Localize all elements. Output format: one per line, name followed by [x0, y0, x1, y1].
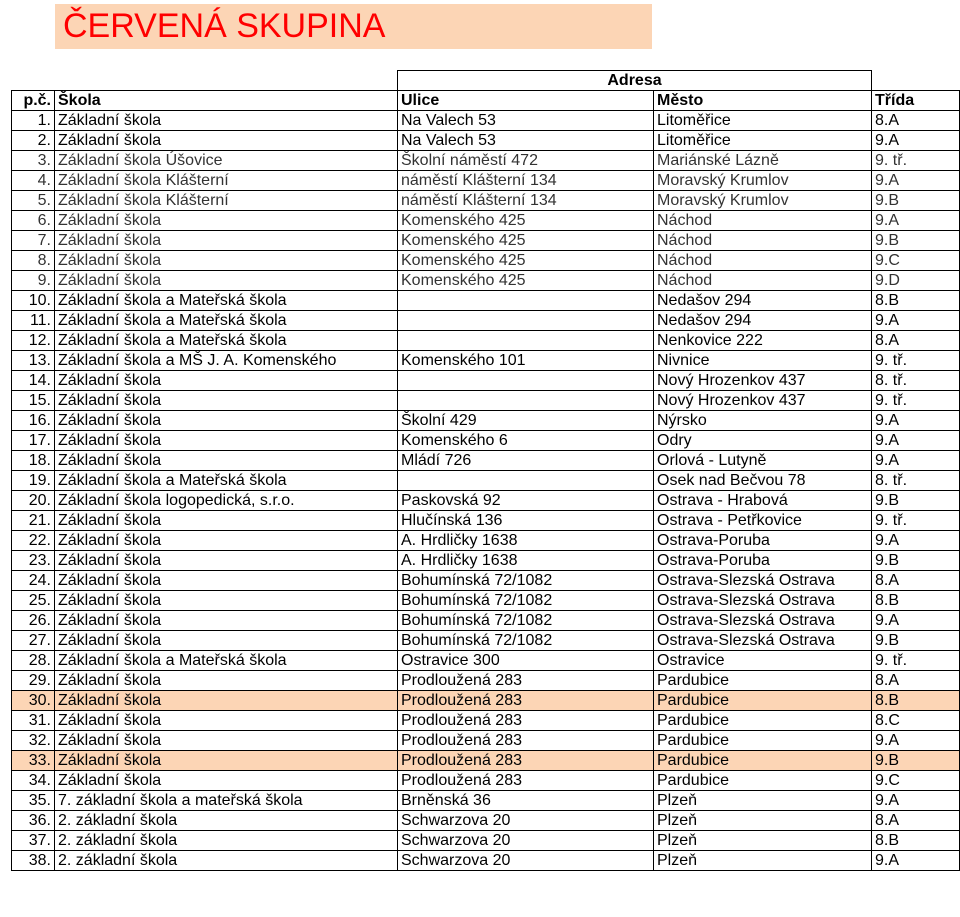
cell-class: 9.B: [872, 631, 960, 651]
table-row: [12, 351, 960, 371]
schools-table: [11, 90, 960, 871]
cell-class: 9.B: [872, 191, 960, 211]
cell-city: Ostrava-Poruba: [654, 531, 872, 551]
cell-school: Základní škola: [55, 671, 398, 691]
cell-school: Základní škola logopedická, s.r.o.: [55, 491, 398, 511]
cell-street: Bohumínská 72/1082: [398, 571, 654, 591]
cell-class: 8.B: [872, 831, 960, 851]
table-row: [12, 311, 960, 331]
cell-class: 8.A: [872, 331, 960, 351]
cell-street: Paskovská 92: [398, 491, 654, 511]
cell-school: Základní škola: [55, 591, 398, 611]
cell-number: 32.: [12, 731, 55, 751]
cell-number: 7.: [12, 231, 55, 251]
cell-street: Prodloužená 283: [398, 751, 654, 771]
cell-number: 13.: [12, 351, 55, 371]
cell-city: Plzeň: [654, 791, 872, 811]
cell-number: 4.: [12, 171, 55, 191]
cell-street: Bohumínská 72/1082: [398, 611, 654, 631]
table-row: [12, 331, 960, 351]
cell-school: Základní škola: [55, 551, 398, 571]
cell-class: 8.B: [872, 591, 960, 611]
cell-school: Základní škola: [55, 271, 398, 291]
table-row: [12, 711, 960, 731]
cell-number: 8.: [12, 251, 55, 271]
cell-school: Základní škola a MŠ J. A. Komenského: [55, 351, 398, 371]
cell-class: 9. tř.: [872, 351, 960, 371]
cell-street: A. Hrdličky 1638: [398, 551, 654, 571]
table-row: [12, 771, 960, 791]
cell-number: 5.: [12, 191, 55, 211]
cell-class: 8.A: [872, 671, 960, 691]
address-group-label: Adresa: [607, 72, 662, 89]
cell-school: Základní škola: [55, 711, 398, 731]
table-row: [12, 691, 960, 711]
table-row: [12, 591, 960, 611]
cell-number: 38.: [12, 851, 55, 871]
table-row: [12, 851, 960, 871]
cell-number: 16.: [12, 411, 55, 431]
cell-number: 31.: [12, 711, 55, 731]
cell-city: Ostravice: [654, 651, 872, 671]
cell-school: Základní škola: [55, 691, 398, 711]
cell-number: 11.: [12, 311, 55, 331]
cell-class: 8. tř.: [872, 471, 960, 491]
table-row: [12, 511, 960, 531]
table-row: [12, 291, 960, 311]
cell-city: Náchod: [654, 271, 872, 291]
cell-street: Školní 429: [398, 411, 654, 431]
cell-class: 8.A: [872, 111, 960, 131]
cell-class: 9.C: [872, 771, 960, 791]
cell-class: 9.A: [872, 431, 960, 451]
cell-city: Pardubice: [654, 671, 872, 691]
cell-number: 30.: [12, 691, 55, 711]
table-row: [12, 751, 960, 771]
table-row: [12, 231, 960, 251]
cell-class: 9.B: [872, 751, 960, 771]
cell-street: [398, 391, 654, 411]
address-group-header: [397, 70, 872, 90]
table-body: [12, 111, 960, 871]
cell-city: Náchod: [654, 251, 872, 271]
cell-street: Komenského 425: [398, 251, 654, 271]
cell-class: 9. tř.: [872, 511, 960, 531]
cell-school: Základní škola: [55, 251, 398, 271]
table-row: [12, 791, 960, 811]
title-banner: [55, 4, 652, 49]
cell-class: 8.B: [872, 291, 960, 311]
cell-street: Hlučínská 136: [398, 511, 654, 531]
cell-street: Komenského 101: [398, 351, 654, 371]
cell-street: Na Valech 53: [398, 111, 654, 131]
cell-street: Mládí 726: [398, 451, 654, 471]
cell-class: 8.A: [872, 571, 960, 591]
cell-number: 1.: [12, 111, 55, 131]
cell-school: 7. základní škola a mateřská škola: [55, 791, 398, 811]
cell-city: Litoměřice: [654, 111, 872, 131]
table-row: [12, 171, 960, 191]
cell-school: Základní škola a Mateřská škola: [55, 471, 398, 491]
cell-number: 24.: [12, 571, 55, 591]
table-row: [12, 251, 960, 271]
cell-number: 35.: [12, 791, 55, 811]
cell-street: [398, 291, 654, 311]
cell-city: Plzeň: [654, 851, 872, 871]
cell-number: 3.: [12, 151, 55, 171]
cell-school: Základní škola: [55, 771, 398, 791]
table-row: [12, 411, 960, 431]
table-row: [12, 191, 960, 211]
cell-number: 34.: [12, 771, 55, 791]
table-row: [12, 111, 960, 131]
cell-street: Prodloužená 283: [398, 771, 654, 791]
cell-number: 26.: [12, 611, 55, 631]
cell-school: 2. základní škola: [55, 831, 398, 851]
cell-number: 27.: [12, 631, 55, 651]
cell-city: Náchod: [654, 211, 872, 231]
cell-city: Orlová - Lutyně: [654, 451, 872, 471]
table-row: [12, 271, 960, 291]
cell-city: Ostrava-Poruba: [654, 551, 872, 571]
cell-street: Prodloužená 283: [398, 731, 654, 751]
table-row: [12, 131, 960, 151]
cell-school: Základní škola: [55, 211, 398, 231]
cell-class: 9.A: [872, 791, 960, 811]
cell-class: 8.A: [872, 811, 960, 831]
cell-street: Schwarzova 20: [398, 811, 654, 831]
cell-city: Ostrava-Slezská Ostrava: [654, 571, 872, 591]
cell-city: Pardubice: [654, 751, 872, 771]
cell-class: 9. tř.: [872, 151, 960, 171]
cell-school: Základní škola Úšovice: [55, 151, 398, 171]
cell-number: 14.: [12, 371, 55, 391]
cell-street: Prodloužená 283: [398, 671, 654, 691]
cell-city: Pardubice: [654, 691, 872, 711]
cell-number: 18.: [12, 451, 55, 471]
cell-city: Ostrava-Slezská Ostrava: [654, 591, 872, 611]
cell-city: Moravský Krumlov: [654, 171, 872, 191]
cell-school: Základní škola a Mateřská škola: [55, 311, 398, 331]
cell-school: Základní škola: [55, 731, 398, 751]
cell-city: Mariánské Lázně: [654, 151, 872, 171]
cell-class: 8. tř.: [872, 371, 960, 391]
cell-class: 8.C: [872, 711, 960, 731]
cell-class: 8.B: [872, 691, 960, 711]
cell-city: Plzeň: [654, 831, 872, 851]
cell-city: Osek nad Bečvou 78: [654, 471, 872, 491]
cell-school: 2. základní škola: [55, 851, 398, 871]
cell-school: Základní škola: [55, 411, 398, 431]
cell-class: 9.A: [872, 211, 960, 231]
cell-class: 9.D: [872, 271, 960, 291]
cell-class: 9.B: [872, 491, 960, 511]
table-row: [12, 531, 960, 551]
cell-class: 9.A: [872, 531, 960, 551]
cell-street: Na Valech 53: [398, 131, 654, 151]
cell-number: 29.: [12, 671, 55, 691]
cell-street: Brněnská 36: [398, 791, 654, 811]
cell-school: Základní škola: [55, 571, 398, 591]
cell-school: Základní škola: [55, 391, 398, 411]
cell-school: Základní škola: [55, 431, 398, 451]
cell-class: 9.A: [872, 451, 960, 471]
cell-number: 37.: [12, 831, 55, 851]
cell-city: Pardubice: [654, 731, 872, 751]
cell-school: Základní škola: [55, 611, 398, 631]
cell-school: 2. základní škola: [55, 811, 398, 831]
cell-class: 9.A: [872, 411, 960, 431]
cell-street: [398, 371, 654, 391]
cell-class: 9.C: [872, 251, 960, 271]
cell-number: 23.: [12, 551, 55, 571]
table-row: [12, 571, 960, 591]
cell-street: Komenského 425: [398, 271, 654, 291]
cell-number: 22.: [12, 531, 55, 551]
cell-number: 20.: [12, 491, 55, 511]
cell-street: Ostravice 300: [398, 651, 654, 671]
cell-school: Základní škola: [55, 531, 398, 551]
cell-number: 33.: [12, 751, 55, 771]
cell-number: 15.: [12, 391, 55, 411]
cell-number: 36.: [12, 811, 55, 831]
cell-class: 9.B: [872, 551, 960, 571]
table-row: [12, 491, 960, 511]
cell-city: Odry: [654, 431, 872, 451]
cell-number: 12.: [12, 331, 55, 351]
cell-city: Pardubice: [654, 711, 872, 731]
cell-city: Nový Hrozenkov 437: [654, 371, 872, 391]
cell-city: Ostrava-Slezská Ostrava: [654, 631, 872, 651]
cell-school: Základní škola Klášterní: [55, 171, 398, 191]
cell-number: 10.: [12, 291, 55, 311]
cell-class: 9.A: [872, 731, 960, 751]
page-title: ČERVENÁ SKUPINA: [63, 7, 386, 45]
cell-street: Prodloužená 283: [398, 691, 654, 711]
table-row: [12, 811, 960, 831]
cell-street: Prodloužená 283: [398, 711, 654, 731]
cell-city: Pardubice: [654, 771, 872, 791]
cell-street: [398, 471, 654, 491]
table-row: [12, 211, 960, 231]
table-row: [12, 831, 960, 851]
cell-street: Bohumínská 72/1082: [398, 591, 654, 611]
cell-street: Bohumínská 72/1082: [398, 631, 654, 651]
column-header-class: Třída: [872, 91, 960, 111]
table-row: [12, 731, 960, 751]
cell-street: Komenského 425: [398, 211, 654, 231]
cell-street: Schwarzova 20: [398, 831, 654, 851]
table-row: [12, 551, 960, 571]
cell-class: 9.A: [872, 171, 960, 191]
cell-city: Nýrsko: [654, 411, 872, 431]
cell-class: 9.A: [872, 131, 960, 151]
table-row: [12, 611, 960, 631]
cell-street: náměstí Klášterní 134: [398, 171, 654, 191]
cell-number: 9.: [12, 271, 55, 291]
cell-school: Základní škola a Mateřská škola: [55, 331, 398, 351]
cell-school: Základní škola a Mateřská škola: [55, 291, 398, 311]
table-row: [12, 651, 960, 671]
cell-city: Nedašov 294: [654, 291, 872, 311]
cell-street: Školní náměstí 472: [398, 151, 654, 171]
column-header-street: Ulice: [398, 91, 654, 111]
cell-school: Základní škola: [55, 451, 398, 471]
cell-city: Nivnice: [654, 351, 872, 371]
table-row: [12, 371, 960, 391]
cell-city: Plzeň: [654, 811, 872, 831]
cell-number: 21.: [12, 511, 55, 531]
cell-city: Nedašov 294: [654, 311, 872, 331]
cell-number: 17.: [12, 431, 55, 451]
cell-school: Základní škola: [55, 371, 398, 391]
table-row: [12, 671, 960, 691]
cell-school: Základní škola: [55, 631, 398, 651]
cell-class: 9.A: [872, 851, 960, 871]
table-row: [12, 431, 960, 451]
table-row: [12, 631, 960, 651]
cell-city: Ostrava - Hrabová: [654, 491, 872, 511]
cell-city: Náchod: [654, 231, 872, 251]
cell-street: Komenského 425: [398, 231, 654, 251]
cell-city: Nový Hrozenkov 437: [654, 391, 872, 411]
cell-school: Základní škola: [55, 751, 398, 771]
cell-number: 6.: [12, 211, 55, 231]
cell-school: Základní škola: [55, 511, 398, 531]
cell-city: Moravský Krumlov: [654, 191, 872, 211]
cell-class: 9.A: [872, 311, 960, 331]
cell-city: Ostrava - Petřkovice: [654, 511, 872, 531]
cell-number: 28.: [12, 651, 55, 671]
table-header-row: [12, 91, 960, 111]
table-row: [12, 471, 960, 491]
table-row: [12, 151, 960, 171]
cell-street: Komenského 6: [398, 431, 654, 451]
cell-school: Základní škola: [55, 131, 398, 151]
cell-class: 9.B: [872, 231, 960, 251]
cell-street: [398, 331, 654, 351]
cell-city: Ostrava-Slezská Ostrava: [654, 611, 872, 631]
cell-school: Základní škola: [55, 111, 398, 131]
cell-city: Nenkovice 222: [654, 331, 872, 351]
table-row: [12, 391, 960, 411]
cell-street: [398, 311, 654, 331]
cell-school: Základní škola: [55, 231, 398, 251]
cell-street: Schwarzova 20: [398, 851, 654, 871]
cell-street: A. Hrdličky 1638: [398, 531, 654, 551]
column-header-number: p.č.: [12, 91, 55, 111]
cell-number: 2.: [12, 131, 55, 151]
cell-street: náměstí Klášterní 134: [398, 191, 654, 211]
cell-class: 9.A: [872, 611, 960, 631]
cell-class: 9. tř.: [872, 651, 960, 671]
cell-school: Základní škola a Mateřská škola: [55, 651, 398, 671]
column-header-city: Město: [654, 91, 872, 111]
cell-number: 19.: [12, 471, 55, 491]
cell-number: 25.: [12, 591, 55, 611]
cell-city: Litoměřice: [654, 131, 872, 151]
cell-school: Základní škola Klášterní: [55, 191, 398, 211]
table-row: [12, 451, 960, 471]
cell-class: 9. tř.: [872, 391, 960, 411]
column-header-school: Škola: [55, 91, 398, 111]
